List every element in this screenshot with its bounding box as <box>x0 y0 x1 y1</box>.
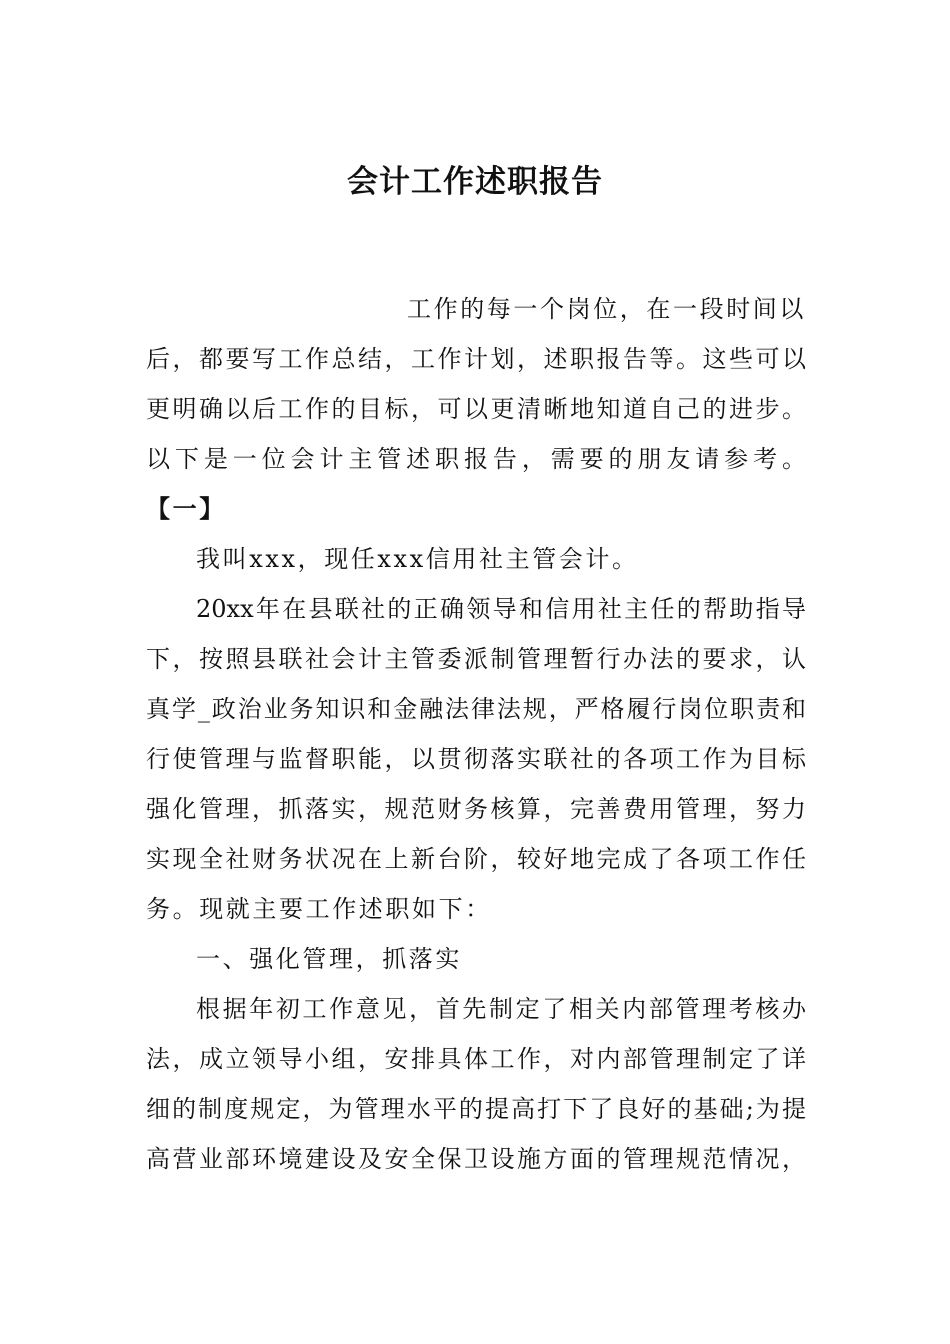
paragraph-line: 实现全社财务状况在上新台阶，较好地完成了各项工作任 <box>146 845 806 873</box>
paragraph-line: 工作的每一个岗位，在一段时间以 <box>407 295 806 323</box>
paragraph-line: 强化管理，抓落实，规范财务核算，完善费用管理，努力 <box>146 795 806 823</box>
paragraph-line: 务。现就主要工作述职如下： <box>146 895 492 923</box>
paragraph-line: 20xx年在县联社的正确领导和信用社主任的帮助指导 <box>196 595 806 623</box>
paragraph-line: 真学_政治业务知识和金融法律法规，严格履行岗位职责和 <box>146 695 806 723</box>
paragraph-line: 后，都要写工作总结，工作计划，述职报告等。这些可以 <box>146 345 806 373</box>
paragraph-line: 下，按照县联社会计主管委派制管理暂行办法的要求，认 <box>146 645 806 673</box>
paragraph-line: 更明确以后工作的目标，可以更清晰地知道自己的进步。 <box>146 395 806 423</box>
paragraph-line: 细的制度规定，为管理水平的提高打下了良好的基础;为提 <box>146 1095 806 1123</box>
section-heading: 一、强化管理，抓落实 <box>196 945 462 973</box>
paragraph-line: 法，成立领导小组，安排具体工作，对内部管理制定了详 <box>146 1045 806 1073</box>
paragraph-line: 以下是一位会计主管述职报告，需要的朋友请参考。 <box>146 445 806 473</box>
paragraph-line: 高营业部环境建设及安全保卫设施方面的管理规范情况， <box>146 1145 806 1173</box>
document-title: 会计工作述职报告 <box>347 164 603 200</box>
paragraph-line: 我叫xxx，现任xxx信用社主管会计。 <box>196 545 639 573</box>
section-marker: 【一】 <box>146 494 226 523</box>
paragraph-line: 根据年初工作意见，首先制定了相关内部管理考核办 <box>196 995 806 1023</box>
paragraph-line: 行使管理与监督职能，以贯彻落实联社的各项工作为目标 <box>146 745 806 773</box>
